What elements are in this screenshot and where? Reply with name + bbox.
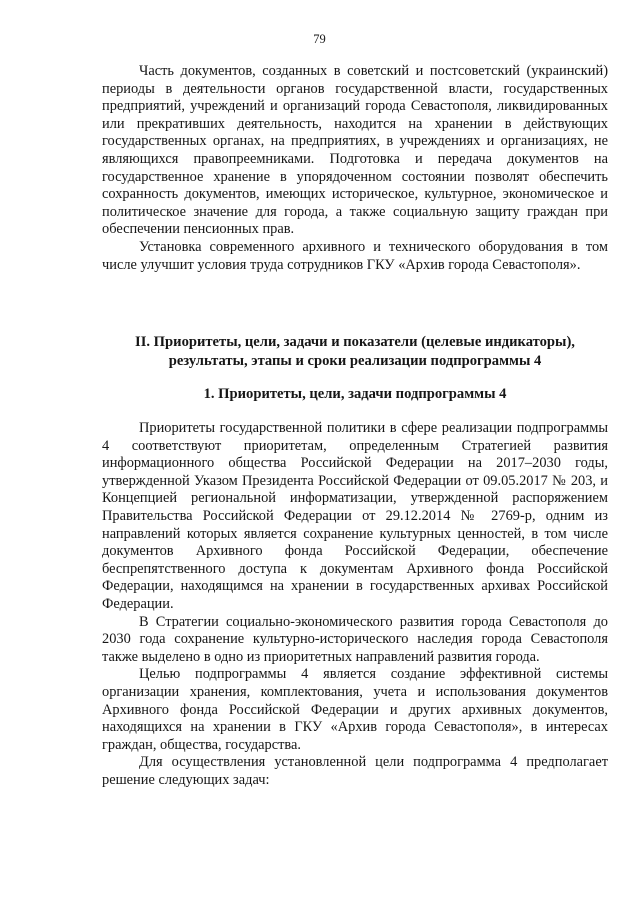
page-number: 79: [313, 32, 326, 46]
section-heading-line-2: результаты, этапы и сроки реализации подпрограммы 4: [168, 353, 542, 369]
section-heading: [102, 333, 608, 371]
body-paragraph-4: Для осуществления установленной цели подпрограмма 4 предполагает решение следующих задач:: [102, 754, 608, 788]
body-paragraph-1: Приоритеты государственной политики в сфере реализации подпрограммы 4 соответствуют приоритетам, определенным Стратегией развития информационного общества Российской Федерации на 2017–2030 годы, утвержденной Указом Президента Российской Федерации от 09.05.2017 № 203, и Концепцией региональной информатизации, утвержденной распоряжением Правительства Российской Федерации от 29.12.2014 № 2769-р, одним из направлений которых является сохранение культурных ценностей, в том числе документов Архивного фонда Российской Федерации, обеспечение беспрепятственного доступа к документам Архивного фонда Российской Федерации, находящимся на хранении в государственных архивах Российской Федерации.: [102, 420, 608, 612]
intro-paragraph-2: Установка современного архивного и технического оборудования в том числе улучшит условия труда сотрудников ГКУ «Архив города Севастополя».: [102, 238, 608, 273]
body-section: [102, 420, 608, 789]
section-heading-line-1: II. Приоритеты, цели, задачи и показатели (целевые индикаторы),: [135, 334, 575, 350]
body-paragraph-2: В Стратегии социально-экономического развития города Севастополя до 2030 года сохранение культурно-исторического наследия города Севастополя также выделено в одно из приоритетных направлений развития города.: [102, 613, 608, 665]
body-paragraph-3: Целью подпрограммы 4 является создание эффективной системы организации хранения, комплектования, учета и использования документов Архивного фонда Российской Федерации и других архивных документов, находящихся на хранении в ГКУ «Архив города Севастополя», в интересах граждан, общества, государства.: [102, 666, 608, 753]
intro-section: [102, 63, 608, 274]
intro-paragraph-1: Часть документов, созданных в советский и постсоветский (украинский) периоды в деятельности органов государственной власти, государственных предприятий, учреждений и организаций города Севастополя, ликвидированных или прекративших деятельность, находится на хранении в действующих государственных органах, на предприятиях, в учреждениях и организациях, не являющихся правопреемниками. Подготовка и передача документов на государственное хранение в упорядоченном состоянии позволят обеспечить сохранность документов, имеющих историческое, культурное, экономическое и политическое значение для города, а также социальную защиту граждан при обеспечении пенсионных прав.: [102, 63, 608, 238]
subsection-heading: 1. Приоритеты, цели, задачи подпрограммы 4: [203, 386, 507, 402]
